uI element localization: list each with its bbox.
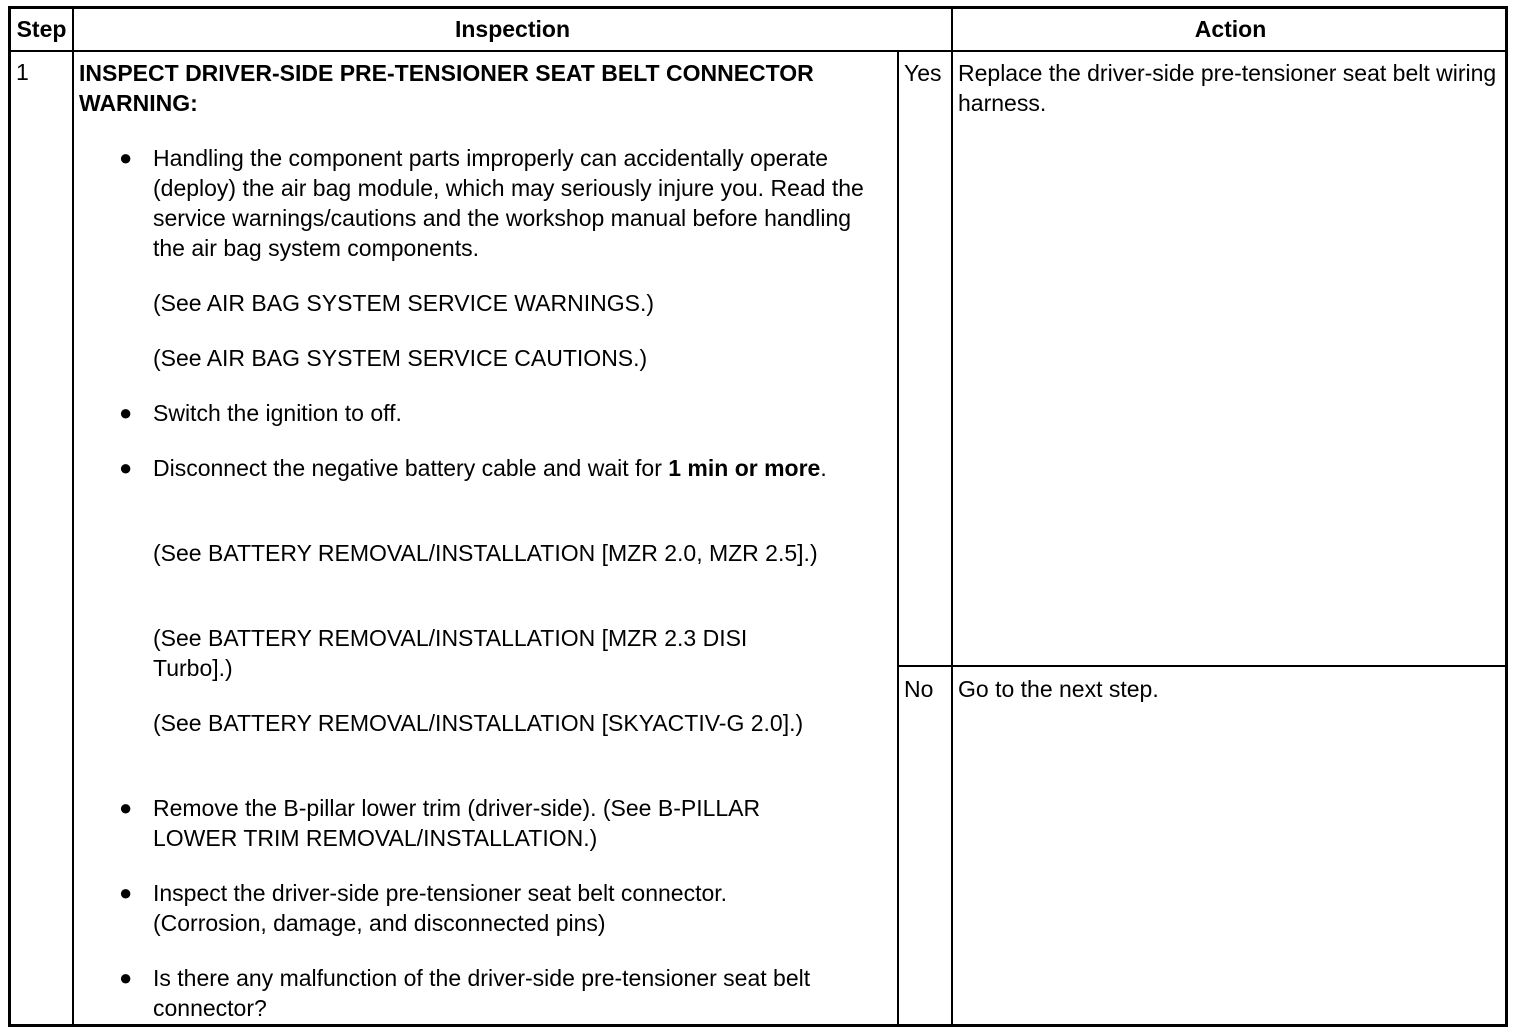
yes-no-divider — [897, 665, 1505, 667]
step-number: 1 — [16, 59, 29, 85]
bullet-icon: ● — [119, 400, 133, 425]
warning-heading: WARNING: — [79, 90, 198, 116]
disconnect-end: . — [820, 455, 827, 481]
col-divider-yesno — [897, 50, 899, 1024]
bullet-icon: ● — [119, 965, 133, 990]
yes-label: Yes — [904, 60, 942, 86]
header-action: Action — [1194, 16, 1267, 42]
inspect-connector-text: Inspect the driver-side pre-tensioner seat belt connector. (Corrosion, damage, and disconnected pins) — [153, 880, 728, 936]
disconnect-text: Disconnect the negative battery cable and wait for — [153, 455, 669, 481]
header-step: Step — [16, 16, 67, 42]
see-battery-ref-2: (See BATTERY REMOVAL/INSTALLATION [MZR 2.3 DISI Turbo].) — [153, 625, 748, 681]
see-battery-ref-3: (See BATTERY REMOVAL/INSTALLATION [SKYACTIV-G 2.0].) — [153, 710, 804, 736]
bullet-icon: ● — [119, 795, 133, 820]
see-warnings-ref: (See AIR BAG SYSTEM SERVICE WARNINGS.) — [153, 290, 655, 316]
inspection-title: INSPECT DRIVER-SIDE PRE-TENSIONER SEAT BELT CONNECTOR — [79, 60, 814, 86]
yes-action: Replace the driver-side pre-tensioner seat belt wiring harness. — [958, 60, 1497, 116]
col-divider-step — [72, 9, 74, 1024]
ignition-off-text: Switch the ignition to off. — [153, 400, 402, 426]
inspection-table — [8, 6, 1508, 1027]
see-cautions-ref: (See AIR BAG SYSTEM SERVICE CAUTIONS.) — [153, 345, 648, 371]
disconnect-battery-text — [153, 453, 833, 483]
warning-text: Handling the component parts improperly can accidentally operate (deploy) the air bag module, which may seriously injure you. Read the service warnings/cautions and the workshop manual before handling the air bag system components. — [153, 145, 864, 261]
see-battery-ref-1: (See BATTERY REMOVAL/INSTALLATION [MZR 2.0, MZR 2.5].) — [153, 540, 818, 566]
no-action: Go to the next step. — [958, 676, 1159, 702]
bullet-icon: ● — [119, 145, 133, 170]
disconnect-duration: 1 min or more — [668, 455, 821, 481]
remove-trim-text: Remove the B-pillar lower trim (driver-side). (See B-PILLAR LOWER TRIM REMOVAL/INSTALLATION.) — [153, 795, 761, 851]
bullet-icon: ● — [119, 455, 133, 480]
header-divider — [11, 50, 1505, 52]
bullet-icon: ● — [119, 880, 133, 905]
col-divider-inspection — [951, 9, 953, 1024]
no-label: No — [904, 676, 934, 702]
header-inspection: Inspection — [454, 16, 570, 42]
malfunction-question: Is there any malfunction of the driver-side pre-tensioner seat belt connector? — [153, 965, 811, 1021]
